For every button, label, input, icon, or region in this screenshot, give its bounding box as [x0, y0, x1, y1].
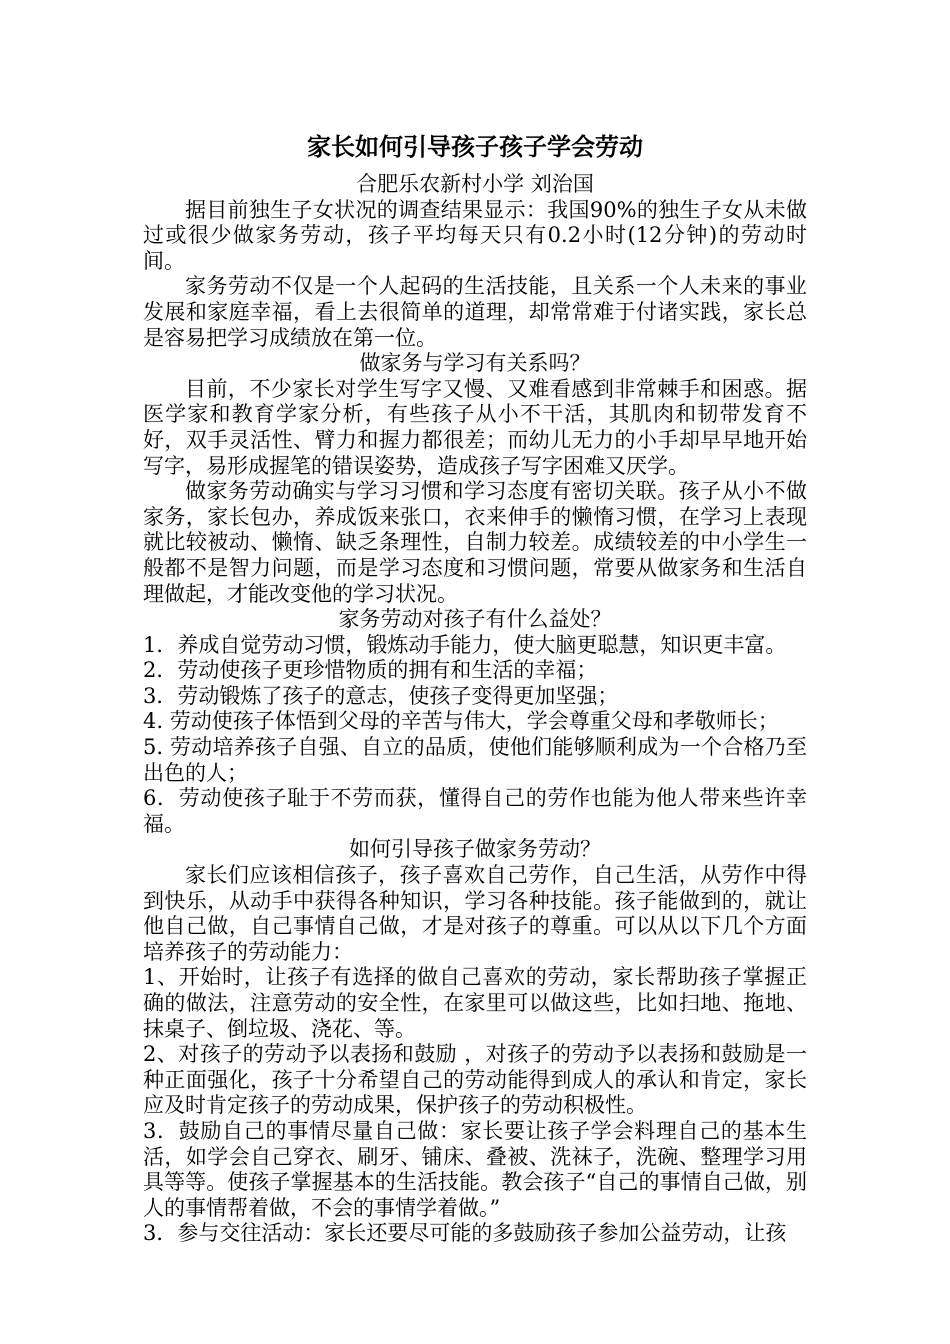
author-byline: 合肥乐农新村小学 刘治国 [356, 172, 594, 196]
section-heading-how-to-guide: 如何引导孩子做家务劳动？ [349, 837, 601, 862]
benefit-item: 2．劳动使孩子更珍惜物质的拥有和生活的幸福； [143, 658, 598, 683]
section1-paragraph-2: 做家务劳动确实与学习习惯和学习态度有密切关联。孩子从小不做家务，家长包办，养成饭来张口，衣来伸手的懒惰习惯，在学习上表现就比较被动、懒惰、缺乏条理性，自制力较差。成绩较差的中小学生一般都不是智力问题，而是学习态度和习惯问题，常要从做家务和生活自理做起，才能改变他的学习状况。 [143, 479, 807, 606]
benefit-item: 4. 劳动使孩子体悟到父母的辛苦与伟大，学会尊重父母和孝敬师长； [143, 709, 779, 734]
section-heading-benefits: 家务劳动对孩子有什么益处？ [338, 607, 612, 632]
section1-paragraph-1: 目前，不少家长对学生写字又慢、又难看感到非常棘手和困惑。据医学家和教育学家分析，有些孩子从小不干活，其肌肉和韧带发育不好，双手灵活性、臂力和握力都很差；而幼儿无力的小手却早早地开始写字，易形成握笔的错误姿势，造成孩子写字困难又厌学。 [143, 376, 807, 478]
method-item: 1、开始时，让孩子有选择的做自己喜欢的劳动，家长帮助孩子掌握正确的做法，注意劳动的安全性，在家里可以做这些，比如扫地、拖地、抹桌子、倒垃圾、浇花、等。 [143, 965, 807, 1041]
section3-intro-paragraph: 家长们应该相信孩子，孩子喜欢自己劳作，自己生活，从劳作中得到快乐，从动手中获得各种知识，学习各种技能。孩子能做到的，就让他自己做，自己事情自己做，才是对孩子的尊重。可以从以下几个方面培养孩子的劳动能力： [143, 863, 807, 964]
intro-paragraph-1: 据目前独生子女状况的调查结果显示：我国90%的独生子女从未做过或很少做家务劳动，孩子平均每天只有0.2小时(12分钟)的劳动时间。 [143, 197, 807, 273]
intro-paragraph-2: 家务劳动不仅是一个人起码的生活技能，且关系一个人未来的事业发展和家庭幸福，看上去很简单的道理，却常常难于付诸实践，家长总是容易把学习成绩放在第一位。 [143, 274, 807, 350]
benefit-item: 6．劳动使孩子耻于不劳而获，懂得自己的劳作也能为他人带来些许幸福。 [143, 786, 807, 836]
section-heading-housework-and-study: 做家务与学习有关系吗？ [359, 351, 591, 376]
method-item: 2、对孩子的劳动予以表扬和鼓励 ，对孩子的劳动予以表扬和鼓励是一种正面强化，孩子十分希望自己的劳动能得到成人的承认和肯定，家长应及时肯定孩子的劳动成果，保护孩子的劳动积极性。 [143, 1042, 807, 1118]
benefit-item: 5. 劳动培养孩子自强、自立的品质，使他们能够顺利成为一个合格乃至出色的人； [143, 735, 807, 785]
document-page [143, 130, 807, 1247]
document-title: 家长如何引导孩子孩子学会劳动 [307, 133, 643, 161]
method-item: 3．鼓励自己的事情尽量自己做：家长要让孩子学会料理自己的基本生活，如学会自己穿衣、刷牙、铺床、叠被、洗袜子，洗碗、整理学习用具等等。使孩子掌握基本的生活技能。教会孩子“自己的事情自己做，别人的事情帮着做，不会的事情学着做。” [143, 1118, 807, 1220]
benefit-item: 3．劳动锻炼了孩子的意志，使孩子变得更加坚强； [143, 683, 619, 708]
benefit-item: 1．养成自觉劳动习惯，锻炼动手能力，使大脑更聪慧，知识更丰富。 [143, 632, 787, 657]
method-item: 3．参与交往活动：家长还要尽可能的多鼓励孩子参加公益劳动，让孩 [143, 1221, 787, 1246]
